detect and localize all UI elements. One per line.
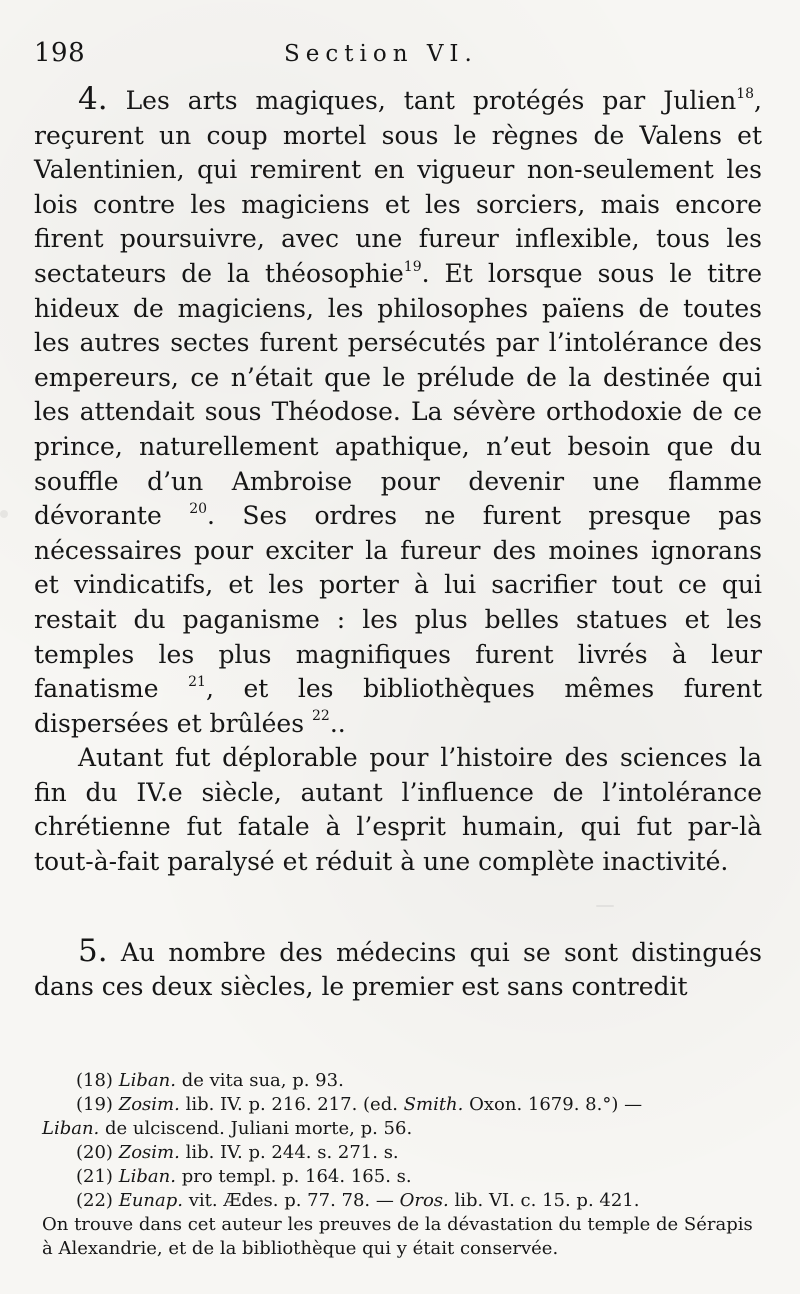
paragraph-section-4: [34, 81, 763, 741]
section-number: 5.: [78, 932, 108, 969]
text-run: , et les bibliothèques mêmes furent dispersées et brûlées: [34, 674, 763, 738]
page-header: [34, 38, 762, 84]
footnote-text: pro templ. p. 164. 165. s.: [181, 1165, 412, 1187]
running-title: Section VI.: [284, 41, 478, 67]
footnote-author: Eunap.: [118, 1189, 183, 1211]
text-run: Les arts magiques, tant protégés par Julien: [125, 86, 737, 115]
footnote-ref-21: 21: [188, 673, 206, 690]
footnote-text: vit. Ædes. p. 77. 78. —: [188, 1189, 394, 1211]
footnote-text: Oxon. 1679. 8.°) —: [469, 1093, 643, 1115]
footnote-author: Oros.: [399, 1189, 449, 1211]
footnote-22: [42, 1189, 762, 1213]
ink-stroke: [596, 905, 614, 907]
footnote-number: (18): [76, 1069, 113, 1091]
footnote-author: Zosim.: [118, 1093, 180, 1115]
paragraph-section-5: [34, 932, 762, 1005]
page-number: 198: [34, 38, 86, 68]
footnote-text: de vita sua, p. 93.: [181, 1069, 344, 1091]
footnote-ref-22: 22: [312, 708, 330, 725]
ink-speck: [0, 510, 8, 518]
footnote-ref-19: 19: [403, 258, 422, 275]
footnote-author: Smith.: [403, 1093, 464, 1115]
footnote-text: lib. IV. p. 244. s. 271. s.: [185, 1141, 399, 1163]
footnote-text: lib. IV. p. 216. 217. (ed.: [185, 1093, 398, 1115]
footnote-number: (19): [76, 1093, 113, 1115]
footnote-ref-20: 20: [189, 500, 208, 517]
footnote-number: (21): [76, 1165, 113, 1187]
footnote-19-continued: [42, 1117, 762, 1141]
footnote-author: Zosim.: [118, 1141, 180, 1163]
main-text: [34, 81, 763, 1005]
footnotes: [34, 1069, 762, 1261]
footnote-20: [42, 1141, 762, 1165]
footnote-text: de ulciscend. Juliani morte, p. 56.: [105, 1117, 413, 1139]
footnote-author: Liban.: [118, 1165, 176, 1187]
footnote-number: (22): [76, 1189, 113, 1211]
footnote-author: Liban.: [118, 1069, 176, 1091]
footnote-number: (20): [76, 1141, 113, 1163]
text-run: . Et lorsque sous le titre hideux de magiciens, les philosophes païens de toutes les autres sectes furent persécutés par l’intolérance des empereurs, ce n’était que le prélude de la destinée qui les attendait sous Théodose. La sévère orthodoxie de ce prince, naturellement apathique, n’eut besoin que du souffle d’un Ambroise pour devenir une flamme dévorante: [34, 258, 763, 531]
paragraph-section-4-continued: Autant fut déplorable pour l’histoire des sciences la fin du IV.e siècle, autant l’influence de l’intolérance chrétienne fut fatale à l’esprit humain, qui fut par-là tout-à-fait paralysé et réduit à une complète inactivité.: [34, 743, 762, 877]
footnote-18: [42, 1069, 762, 1093]
text-run: , reçurent un coup mortel sous le règnes de Valens et Valentinien, qui remirent en vigueur non-seulement les lois contre les magiciens et les sorciers, mais encore firent poursuivre, avec une fureur inflexible, tous les sectateurs de la théosophie: [34, 86, 762, 288]
footnote-author: Liban.: [42, 1117, 100, 1139]
text-run: . Ses ordres ne furent presque pas nécessaires pour exciter la fureur des moines ignorans et vindicatifs, et les porter à lui sacrifier tout ce qui restait du paganisme : les plus belles statues et les temples les plus magnifiques furent livrés à leur fanatisme: [34, 501, 762, 704]
text-run: ..: [329, 708, 346, 738]
footnote-ref-18: 18: [736, 85, 755, 102]
footnote-text: lib. VI. c. 15. p. 421.: [454, 1189, 640, 1211]
text-run: Au nombre des médecins qui se sont distingués dans ces deux siècles, le premier est sans contredit: [34, 937, 762, 1002]
footnote-21: [42, 1165, 762, 1189]
footnote-19: [42, 1093, 762, 1117]
section-number: 4.: [78, 81, 108, 117]
footnote-22-continued: On trouve dans cet auteur les preuves de la dévastation du temple de Sérapis à Alexandrie, et de la bibliothèque qui y était conservée.: [42, 1213, 753, 1259]
